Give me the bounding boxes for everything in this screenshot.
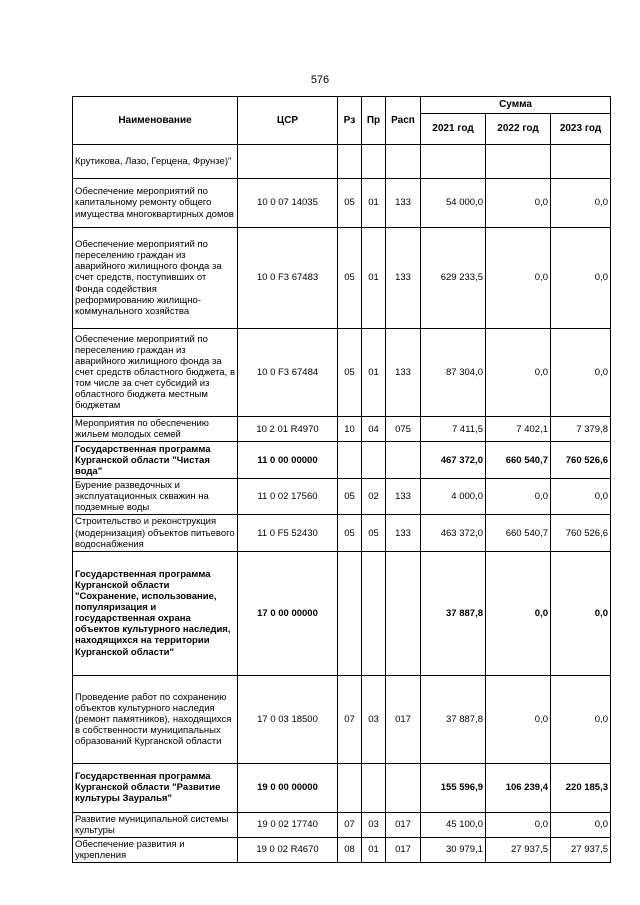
cell-pr: 01 bbox=[362, 329, 386, 417]
cell-sum-2021: 37 887,8 bbox=[421, 675, 486, 763]
cell-sum-2021: 4 000,0 bbox=[421, 479, 486, 515]
cell-name: Крутикова, Лазо, Герцена, Фрунзе)" bbox=[73, 145, 238, 179]
cell-sum-2022: 27 937,5 bbox=[486, 837, 551, 862]
cell-rz: 07 bbox=[338, 812, 362, 837]
cell-pr bbox=[362, 551, 386, 675]
cell-sum-2022: 0,0 bbox=[486, 479, 551, 515]
cell-pr: 03 bbox=[362, 812, 386, 837]
cell-pr bbox=[362, 145, 386, 179]
cell-rasp: 133 bbox=[386, 479, 421, 515]
cell-name: Мероприятия по обеспечению жильем молодых семей bbox=[73, 417, 238, 442]
cell-sum-2021: 87 304,0 bbox=[421, 329, 486, 417]
cell-csr: 19 0 02 17740 bbox=[238, 812, 338, 837]
cell-csr: 17 0 03 18500 bbox=[238, 675, 338, 763]
cell-rz: 05 bbox=[338, 329, 362, 417]
cell-csr bbox=[238, 145, 338, 179]
cell-sum-2023: 0,0 bbox=[551, 228, 611, 329]
cell-pr: 01 bbox=[362, 179, 386, 228]
cell-rz: 07 bbox=[338, 675, 362, 763]
cell-sum-2022: 660 540,7 bbox=[486, 515, 551, 551]
cell-sum-2023: 0,0 bbox=[551, 479, 611, 515]
cell-csr: 10 0 F3 67483 bbox=[238, 228, 338, 329]
cell-csr: 10 2 01 R4970 bbox=[238, 417, 338, 442]
cell-sum-2023: 220 185,3 bbox=[551, 763, 611, 812]
cell-rz: 08 bbox=[338, 837, 362, 862]
cell-rasp: 133 bbox=[386, 179, 421, 228]
cell-pr bbox=[362, 442, 386, 479]
cell-csr: 11 0 F5 52430 bbox=[238, 515, 338, 551]
cell-name: Бурение разведочных и эксплуатационных скважин на подземные воды bbox=[73, 479, 238, 515]
budget-table bbox=[72, 96, 611, 863]
cell-pr bbox=[362, 763, 386, 812]
cell-sum-2022: 0,0 bbox=[486, 812, 551, 837]
cell-rz bbox=[338, 145, 362, 179]
cell-sum-2023: 0,0 bbox=[551, 551, 611, 675]
cell-sum-2023 bbox=[551, 145, 611, 179]
cell-name: Проведение работ по сохранению объектов культурного наследия (ремонт памятников), находящихся в собственности муниципальных образований Курганской области bbox=[73, 675, 238, 763]
cell-rasp: 075 bbox=[386, 417, 421, 442]
cell-pr: 02 bbox=[362, 479, 386, 515]
cell-sum-2021: 45 100,0 bbox=[421, 812, 486, 837]
table-row bbox=[73, 442, 611, 479]
cell-sum-2023: 7 379,8 bbox=[551, 417, 611, 442]
cell-name: Развитие муниципальной системы культуры bbox=[73, 812, 238, 837]
header-year-2021: 2021 год bbox=[421, 114, 486, 145]
cell-sum-2023: 0,0 bbox=[551, 179, 611, 228]
cell-sum-2022: 7 402,1 bbox=[486, 417, 551, 442]
cell-sum-2023: 0,0 bbox=[551, 329, 611, 417]
cell-rz: 10 bbox=[338, 417, 362, 442]
cell-sum-2023: 760 526,6 bbox=[551, 442, 611, 479]
cell-sum-2022: 0,0 bbox=[486, 179, 551, 228]
cell-sum-2021: 155 596,9 bbox=[421, 763, 486, 812]
cell-pr: 01 bbox=[362, 228, 386, 329]
page-number: 576 bbox=[310, 74, 330, 86]
cell-rz bbox=[338, 442, 362, 479]
cell-sum-2021: 54 000,0 bbox=[421, 179, 486, 228]
header-name: Наименование bbox=[73, 97, 238, 145]
cell-sum-2022: 0,0 bbox=[486, 329, 551, 417]
cell-rz: 05 bbox=[338, 179, 362, 228]
cell-name: Государственная программа Курганской области "Развитие культуры Зауралья" bbox=[73, 763, 238, 812]
cell-csr: 11 0 00 00000 bbox=[238, 442, 338, 479]
header-rasp: Расп bbox=[386, 97, 421, 145]
table-row bbox=[73, 812, 611, 837]
cell-sum-2021: 7 411,5 bbox=[421, 417, 486, 442]
header-year-2022: 2022 год bbox=[486, 114, 551, 145]
cell-rasp bbox=[386, 763, 421, 812]
table-row bbox=[73, 417, 611, 442]
cell-rasp: 017 bbox=[386, 812, 421, 837]
cell-sum-2021: 463 372,0 bbox=[421, 515, 486, 551]
header-pr: Пр bbox=[362, 97, 386, 145]
table-row bbox=[73, 837, 611, 862]
header-rz: Рз bbox=[338, 97, 362, 145]
header-year-2023: 2023 год bbox=[551, 114, 611, 145]
cell-sum-2021 bbox=[421, 145, 486, 179]
cell-pr: 05 bbox=[362, 515, 386, 551]
cell-sum-2021: 37 887,8 bbox=[421, 551, 486, 675]
cell-sum-2021: 629 233,5 bbox=[421, 228, 486, 329]
table-row bbox=[73, 551, 611, 675]
cell-sum-2022: 0,0 bbox=[486, 551, 551, 675]
cell-name: Обеспечение мероприятий по переселению граждан из аварийного жилищного фонда за счет средств, поступивших от Фонда содействия реформированию жилищно-коммунального хозяйства bbox=[73, 228, 238, 329]
cell-rz bbox=[338, 551, 362, 675]
cell-rz bbox=[338, 763, 362, 812]
cell-csr: 19 0 02 R4670 bbox=[238, 837, 338, 862]
cell-rasp bbox=[386, 145, 421, 179]
cell-rasp: 133 bbox=[386, 329, 421, 417]
table-row bbox=[73, 479, 611, 515]
cell-name: Государственная программа Курганской области "Сохранение, использование, популяризация и государственная охрана объектов культурного наследия, находящихся на территории Курганской области" bbox=[73, 551, 238, 675]
cell-name: Обеспечение развития и укрепления bbox=[73, 837, 238, 862]
cell-pr: 03 bbox=[362, 675, 386, 763]
cell-sum-2022: 660 540,7 bbox=[486, 442, 551, 479]
cell-pr: 01 bbox=[362, 837, 386, 862]
cell-pr: 04 bbox=[362, 417, 386, 442]
table-row bbox=[73, 329, 611, 417]
table-row bbox=[73, 179, 611, 228]
cell-rz: 05 bbox=[338, 479, 362, 515]
cell-rz: 05 bbox=[338, 515, 362, 551]
cell-sum-2022: 0,0 bbox=[486, 675, 551, 763]
cell-sum-2021: 30 979,1 bbox=[421, 837, 486, 862]
table-row bbox=[73, 145, 611, 179]
cell-sum-2021: 467 372,0 bbox=[421, 442, 486, 479]
cell-csr: 17 0 00 00000 bbox=[238, 551, 338, 675]
cell-sum-2023: 0,0 bbox=[551, 675, 611, 763]
table-row bbox=[73, 763, 611, 812]
cell-csr: 11 0 02 17560 bbox=[238, 479, 338, 515]
cell-rz: 05 bbox=[338, 228, 362, 329]
table-row bbox=[73, 228, 611, 329]
cell-sum-2023: 760 526,6 bbox=[551, 515, 611, 551]
cell-name: Государственная программа Курганской области "Чистая вода" bbox=[73, 442, 238, 479]
cell-rasp bbox=[386, 551, 421, 675]
cell-csr: 10 0 07 14035 bbox=[238, 179, 338, 228]
cell-name: Обеспечение мероприятий по капитальному ремонту общего имущества многоквартирных домов bbox=[73, 179, 238, 228]
cell-csr: 19 0 00 00000 bbox=[238, 763, 338, 812]
cell-rasp bbox=[386, 442, 421, 479]
cell-rasp: 017 bbox=[386, 837, 421, 862]
header-csr: ЦСР bbox=[238, 97, 338, 145]
cell-sum-2022 bbox=[486, 145, 551, 179]
table-row bbox=[73, 675, 611, 763]
cell-csr: 10 0 F3 67484 bbox=[238, 329, 338, 417]
cell-rasp: 017 bbox=[386, 675, 421, 763]
cell-name: Обеспечение мероприятий по переселению граждан из аварийного жилищного фонда за счет средств областного бюджета, в том числе за счет субсидий из областного бюджета местным бюджетам bbox=[73, 329, 238, 417]
header-summa: Сумма bbox=[421, 97, 611, 114]
cell-sum-2023: 27 937,5 bbox=[551, 837, 611, 862]
cell-name: Строительство и реконструкция (модернизация) объектов питьевого водоснабжения bbox=[73, 515, 238, 551]
cell-rasp: 133 bbox=[386, 515, 421, 551]
cell-sum-2022: 0,0 bbox=[486, 228, 551, 329]
table-row bbox=[73, 515, 611, 551]
cell-sum-2023: 0,0 bbox=[551, 812, 611, 837]
cell-sum-2022: 106 239,4 bbox=[486, 763, 551, 812]
cell-rasp: 133 bbox=[386, 228, 421, 329]
